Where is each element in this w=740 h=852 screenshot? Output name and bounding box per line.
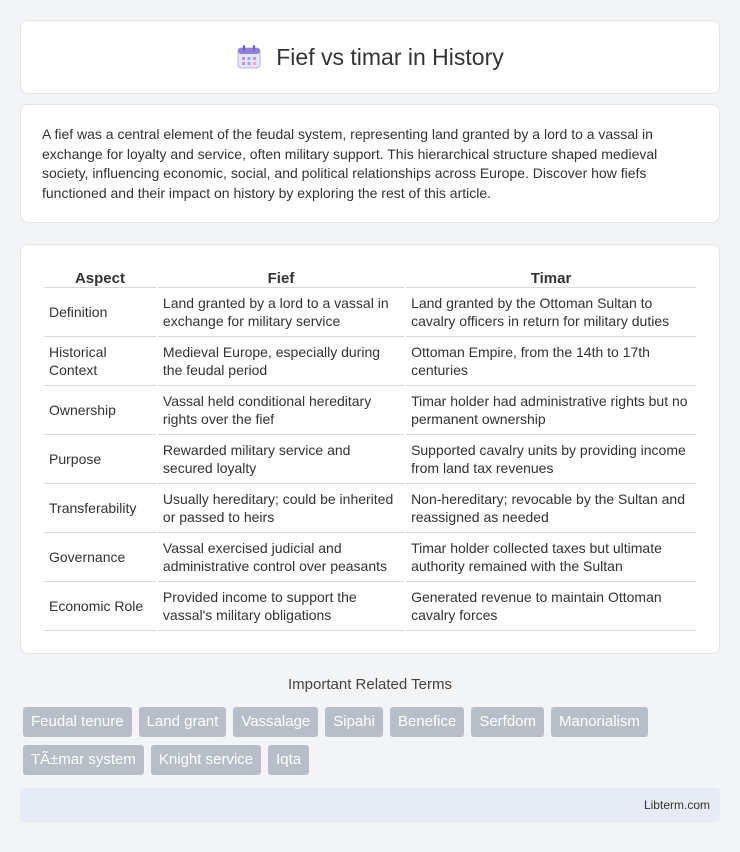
- timar-cell: Timar holder collected taxes but ultimate authority remained with the Sultan: [406, 533, 696, 582]
- header-card: [20, 20, 720, 94]
- timar-cell: Land granted by the Ottoman Sultan to cavalry officers in return for military duties: [406, 288, 696, 337]
- aspect-cell: Historical Context: [44, 337, 156, 386]
- related-term-tag[interactable]: Manorialism: [551, 707, 648, 737]
- related-term-tag[interactable]: Feudal tenure: [23, 707, 132, 737]
- related-term-tag[interactable]: Serfdom: [471, 707, 544, 737]
- fief-cell: Medieval Europe, especially during the feudal period: [158, 337, 404, 386]
- column-header-aspect: Aspect: [44, 264, 156, 288]
- related-term-tag[interactable]: Knight service: [151, 745, 261, 775]
- column-header-timar: Timar: [406, 264, 696, 288]
- calendar-icon: [236, 44, 262, 70]
- table-row: [44, 288, 696, 337]
- comparison-table-card: [20, 244, 720, 654]
- fief-cell: Provided income to support the vassal's military obligations: [158, 582, 404, 631]
- related-term-tag[interactable]: TÃ±mar system: [23, 745, 144, 775]
- fief-cell: Vassal exercised judicial and administrative control over peasants: [158, 533, 404, 582]
- table-row: [44, 582, 696, 631]
- table-row: [44, 337, 696, 386]
- table-row: [44, 386, 696, 435]
- timar-cell: Supported cavalry units by providing income from land tax revenues: [406, 435, 696, 484]
- related-terms-title: Important Related Terms: [288, 676, 452, 693]
- timar-cell: Ottoman Empire, from the 14th to 17th centuries: [406, 337, 696, 386]
- table-row: [44, 435, 696, 484]
- aspect-cell: Economic Role: [44, 582, 156, 631]
- intro-card: [20, 104, 720, 223]
- related-terms-list: [23, 707, 723, 775]
- footer-site-link[interactable]: Libterm.com: [643, 798, 710, 812]
- aspect-cell: Definition: [44, 288, 156, 337]
- timar-cell: Timar holder had administrative rights but no permanent ownership: [406, 386, 696, 435]
- timar-cell: Non-hereditary; revocable by the Sultan and reassigned as needed: [406, 484, 696, 533]
- related-term-tag[interactable]: Sipahi: [325, 707, 383, 737]
- related-term-tag[interactable]: Benefice: [390, 707, 464, 737]
- aspect-cell: Purpose: [44, 435, 156, 484]
- related-term-tag[interactable]: Land grant: [139, 707, 227, 737]
- table-header-row: [44, 264, 696, 288]
- page-title: Fief vs timar in History: [276, 43, 504, 70]
- related-term-tag[interactable]: Vassalage: [233, 707, 318, 737]
- aspect-cell: Governance: [44, 533, 156, 582]
- fief-cell: Usually hereditary; could be inherited or passed to heirs: [158, 484, 404, 533]
- related-term-tag[interactable]: Iqta: [268, 745, 309, 775]
- column-header-fief: Fief: [158, 264, 404, 288]
- comparison-table: [42, 264, 698, 631]
- footer: [20, 788, 720, 822]
- timar-cell: Generated revenue to maintain Ottoman cavalry forces: [406, 582, 696, 631]
- aspect-cell: Transferability: [44, 484, 156, 533]
- table-row: [44, 533, 696, 582]
- intro-paragraph: A fief was a central element of the feudal system, representing land granted by a lord to a vassal in exchange for loyalty and service, often military support. This hierarchical structure shaped medieval society, influencing economic, social, and political relationships across Europe. Discover how fiefs functioned and their impact on history by exploring the rest of this article.: [42, 126, 658, 201]
- table-row: [44, 484, 696, 533]
- fief-cell: Land granted by a lord to a vassal in exchange for military service: [158, 288, 404, 337]
- fief-cell: Rewarded military service and secured loyalty: [158, 435, 404, 484]
- aspect-cell: Ownership: [44, 386, 156, 435]
- fief-cell: Vassal held conditional hereditary rights over the fief: [158, 386, 404, 435]
